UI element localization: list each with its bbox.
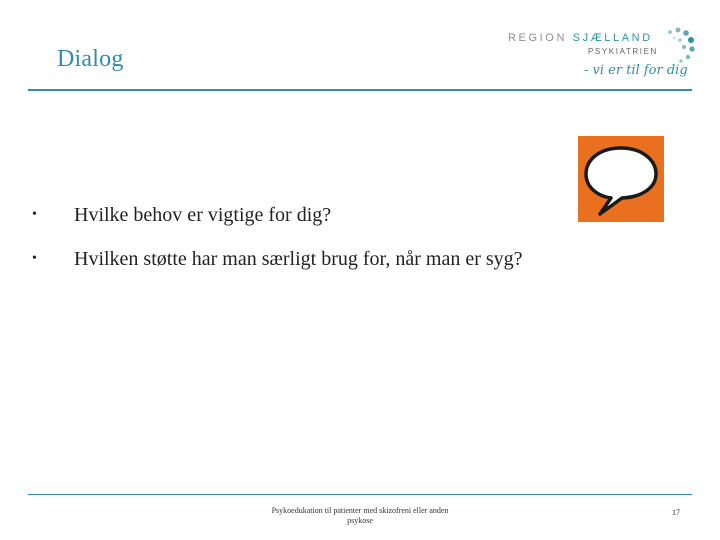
footer-text — [240, 506, 480, 526]
bullet-item — [32, 240, 523, 284]
page-number: 17 — [672, 508, 680, 517]
footer-line: psykose — [347, 516, 373, 525]
bullet-marker: • — [32, 251, 37, 266]
bullet-text: Hvilke behov er vigtige for dig? — [74, 204, 332, 226]
logo-org-name: REGION — [508, 32, 573, 44]
region-logo — [508, 26, 698, 88]
bullet-text: Hvilken støtte har man særligt brug for, når man er syg? — [74, 248, 523, 270]
speech-bubble-icon — [578, 136, 664, 222]
bullet-list — [32, 196, 523, 284]
bullet-item — [32, 196, 523, 240]
title-divider — [28, 89, 692, 91]
footer-line: Psykoedukation til patienter med skizofreni eller anden — [271, 506, 449, 515]
dot-cluster-icon — [658, 26, 698, 66]
logo-org-accent: SJÆLLAND — [572, 32, 653, 44]
speech-bubble-image — [578, 136, 664, 222]
logo-organization — [508, 32, 653, 44]
slide-title: Dialog — [57, 46, 124, 72]
footer-divider — [28, 494, 692, 495]
logo-department: PSYKIATRIEN — [588, 47, 658, 56]
logo-tagline: - vi er til for dig — [584, 63, 688, 78]
bullet-marker: • — [32, 207, 37, 222]
